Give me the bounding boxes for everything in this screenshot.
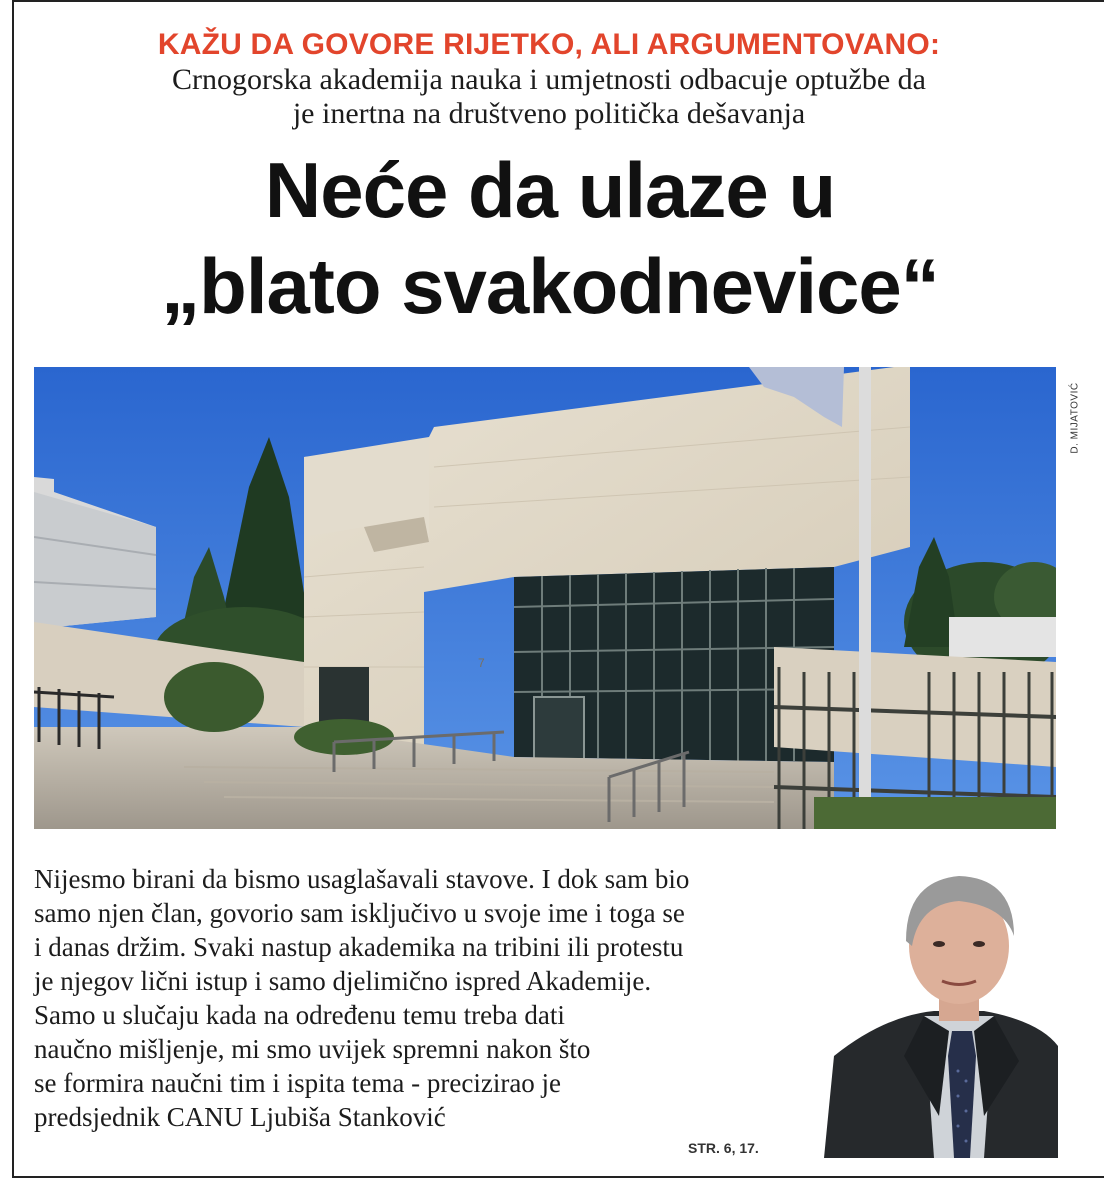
bottom-rule xyxy=(12,1176,1104,1178)
body-line: samo njen član, govorio sam isključivo u svoje ime i toga se xyxy=(34,898,685,928)
academy-building-photo xyxy=(34,367,1056,829)
deck xyxy=(34,63,1064,131)
body-line: Samo u slučaju kada na određenu temu treba dati xyxy=(34,1000,565,1030)
portrait-photo xyxy=(824,856,1058,1158)
body-line: Nijesmo birani da bismo usaglašavali stavove. I dok sam bio xyxy=(34,864,690,894)
kicker: KAŽU DA GOVORE RIJETKO, ALI ARGUMENTOVANO: xyxy=(157,28,941,61)
body-line: i danas držim. Svaki nastup akademika na tribini ili protestu xyxy=(34,932,684,962)
page-reference: STR. 6, 17. xyxy=(688,1140,759,1156)
body-line: se formira naučni tim i ispita tema - precizirao je xyxy=(34,1068,562,1098)
top-rule xyxy=(14,0,1104,2)
photo-credit xyxy=(1060,368,1090,468)
deck-line: je inertna na društveno politička dešavanja xyxy=(292,97,806,130)
body-line: je njegov lični istup i samo djelimično ispred Akademije. xyxy=(34,966,652,996)
headline-line: „blato svakodnevice“ xyxy=(161,242,939,330)
door-number: 7 xyxy=(478,656,485,670)
body-line: predsjednik CANU Ljubiša Stanković xyxy=(34,1102,446,1132)
headline-line: Neće da ulaze u xyxy=(264,146,836,234)
body-line: naučno mišljenje, mi smo uvijek spremni nakon što xyxy=(34,1034,591,1064)
photo-credit-text: D. MIJATOVIĆ xyxy=(1069,382,1081,454)
headline xyxy=(30,142,1070,334)
quote-body xyxy=(34,862,904,1134)
left-rule xyxy=(12,0,14,1178)
deck-line: Crnogorska akademija nauka i umjetnosti odbacuje optužbe da xyxy=(172,63,926,96)
